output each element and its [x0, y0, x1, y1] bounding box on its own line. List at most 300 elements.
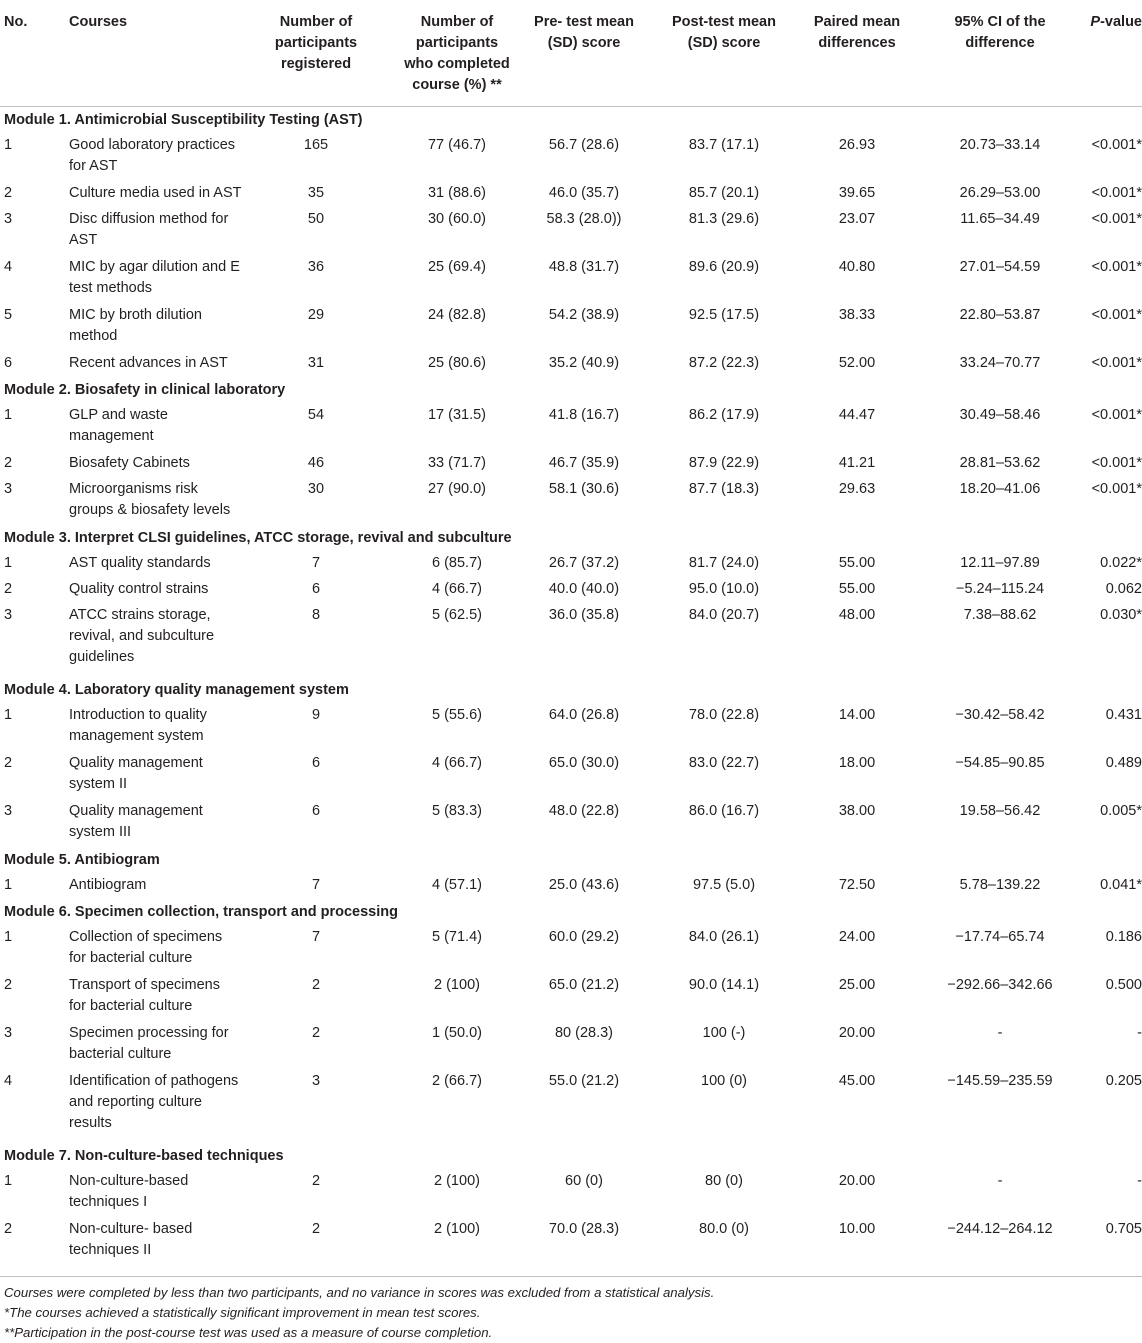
cell-completed: 33 (71.7): [427, 455, 487, 471]
cell-pre: 48.0 (22.8): [548, 803, 620, 819]
cell-course: [69, 479, 259, 521]
cell-no: 3: [4, 607, 13, 623]
cell-post: 89.6 (20.9): [688, 259, 760, 275]
table-row: [0, 551, 1142, 577]
cell-p: 0.041*: [1100, 877, 1142, 893]
cell-post: 80 (0): [705, 1173, 743, 1189]
cell-ci: 28.81–53.62: [959, 455, 1041, 471]
module-heading: Module 2. Biosafety in clinical laboratory: [4, 382, 286, 398]
cell-post: 87.2 (22.3): [688, 355, 760, 371]
cell-p: 0.489: [1105, 755, 1142, 771]
cell-diff: 45.00: [838, 1073, 876, 1089]
cell-course: [69, 453, 259, 474]
cell-completed: 5 (83.3): [432, 803, 482, 819]
cell-p: 0.005*: [1100, 803, 1142, 819]
cell-p: 0.705: [1105, 1221, 1142, 1237]
cell-ci: −30.42–58.42: [955, 707, 1045, 723]
course-line: techniques II: [69, 1242, 152, 1258]
cell-p: 0.062: [1105, 581, 1142, 597]
cell-completed: 2 (100): [434, 1221, 480, 1237]
cell-pre: 58.1 (30.6): [548, 481, 620, 497]
cell-pre: 65.0 (30.0): [548, 755, 620, 771]
module-heading: Module 1. Antimicrobial Susceptibility Testing (AST): [4, 112, 363, 128]
cell-completed: 2 (100): [434, 1173, 480, 1189]
cell-registered: 3: [311, 1073, 321, 1089]
cell-pre: 46.0 (35.7): [548, 185, 620, 201]
cell-completed: 4 (66.7): [432, 755, 482, 771]
header-line: Number of: [279, 14, 353, 30]
cell-registered: 2: [311, 1221, 321, 1237]
cell-p: <0.001*: [1091, 137, 1142, 153]
cell-completed: 2 (100): [434, 977, 480, 993]
module-heading: Module 4. Laboratory quality management system: [4, 682, 349, 698]
cell-p: <0.001*: [1091, 455, 1142, 471]
footnote: *The courses achieved a statistically significant improvement in mean test scores.: [4, 1305, 481, 1320]
cell-diff: 14.00: [838, 707, 876, 723]
table-row: [0, 603, 1142, 677]
cell-registered: 7: [311, 555, 321, 571]
cell-diff: 55.00: [838, 555, 876, 571]
course-line: method: [69, 328, 118, 344]
cell-post: 84.0 (20.7): [688, 607, 760, 623]
header-line: 95% CI of the: [954, 14, 1046, 30]
course-line: AST quality standards: [69, 555, 211, 571]
cell-registered: 2: [311, 1173, 321, 1189]
course-line: Transport of specimens: [69, 977, 220, 993]
header-post-test: [653, 12, 795, 54]
cell-course: [69, 579, 259, 600]
table-row: [0, 351, 1142, 377]
cell-post: 86.0 (16.7): [688, 803, 760, 819]
module-heading: Module 6. Specimen collection, transport and processing: [4, 904, 398, 920]
course-line: guidelines: [69, 649, 135, 665]
cell-p: <0.001*: [1091, 481, 1142, 497]
course-line: results: [69, 1115, 112, 1131]
cell-diff: 55.00: [838, 581, 876, 597]
course-line: and reporting culture: [69, 1094, 202, 1110]
cell-completed: 27 (90.0): [427, 481, 487, 497]
cell-no: 5: [4, 307, 13, 323]
cell-pre: 36.0 (35.8): [548, 607, 620, 623]
cell-post: 92.5 (17.5): [688, 307, 760, 323]
cell-no: 2: [4, 185, 13, 201]
cell-p: 0.431: [1105, 707, 1142, 723]
cell-pre: 64.0 (26.8): [548, 707, 620, 723]
table-row: [0, 873, 1142, 899]
table-row: [0, 799, 1142, 847]
cell-course: [69, 927, 259, 969]
course-line: Antibiogram: [69, 877, 147, 893]
cell-registered: 46: [307, 455, 325, 471]
cell-ci: 11.65–34.49: [960, 211, 1040, 227]
table-row: [0, 303, 1142, 351]
cell-no: 2: [4, 1221, 13, 1237]
cell-completed: 2 (66.7): [432, 1073, 482, 1089]
cell-completed: 77 (46.7): [427, 137, 487, 153]
cell-completed: 4 (66.7): [432, 581, 482, 597]
header-registered: [258, 12, 374, 75]
header-completed: [382, 12, 532, 96]
cell-registered: 7: [311, 877, 321, 893]
header-line: Pre- test mean: [534, 14, 634, 30]
cell-diff: 29.63: [838, 481, 876, 497]
header-line: participants: [274, 35, 358, 51]
course-line: bacterial culture: [69, 1046, 172, 1062]
cell-post: 80.0 (0): [699, 1221, 749, 1237]
course-line: Disc diffusion method for: [69, 211, 229, 227]
cell-pre: 26.7 (37.2): [548, 555, 620, 571]
cell-ci: 7.38–88.62: [963, 607, 1037, 623]
course-line: management: [69, 428, 154, 444]
cell-p: <0.001*: [1091, 407, 1142, 423]
cell-ci: −145.59–235.59: [947, 1073, 1053, 1089]
cell-pre: 40.0 (40.0): [548, 581, 620, 597]
cell-diff: 52.00: [838, 355, 876, 371]
course-line: GLP and waste: [69, 407, 168, 423]
cell-no: 1: [4, 1173, 13, 1189]
cell-pre: 54.2 (38.9): [548, 307, 620, 323]
cell-course: [69, 1219, 259, 1261]
cell-p: 0.030*: [1100, 607, 1142, 623]
cell-completed: 17 (31.5): [427, 407, 487, 423]
course-line: for bacterial culture: [69, 950, 193, 966]
cell-registered: 8: [311, 607, 321, 623]
table-row: [0, 403, 1142, 451]
cell-diff: 10.00: [838, 1221, 876, 1237]
cell-course: [69, 553, 259, 574]
module-heading: Module 3. Interpret CLSI guidelines, ATCC storage, revival and subculture: [4, 530, 512, 546]
cell-course: [69, 209, 259, 251]
cell-course: [69, 875, 259, 896]
course-line: Culture media used in AST: [69, 185, 242, 201]
cell-ci: -: [997, 1025, 1003, 1041]
cell-no: 1: [4, 707, 13, 723]
table-footnotes: [4, 1283, 714, 1343]
cell-no: 2: [4, 977, 13, 993]
cell-course: [69, 975, 259, 1017]
course-line: revival, and subculture: [69, 628, 215, 644]
cell-course: [69, 1023, 259, 1065]
cell-post: 83.7 (17.1): [688, 137, 760, 153]
cell-completed: 25 (69.4): [427, 259, 487, 275]
cell-registered: 35: [307, 185, 325, 201]
table-row: [0, 1169, 1142, 1217]
course-line: system II: [69, 776, 128, 792]
table-row: [0, 133, 1142, 181]
cell-post: 95.0 (10.0): [688, 581, 760, 597]
cell-pre: 65.0 (21.2): [548, 977, 620, 993]
cell-no: 2: [4, 755, 13, 771]
cell-registered: 7: [311, 929, 321, 945]
cell-p: -: [1137, 1025, 1142, 1041]
header-p-italic: P: [1090, 14, 1101, 30]
cell-registered: 6: [311, 581, 321, 597]
table-header: [0, 0, 1142, 107]
cell-p: <0.001*: [1091, 211, 1142, 227]
cell-post: 100 (0): [701, 1073, 747, 1089]
cell-post: 85.7 (20.1): [688, 185, 760, 201]
header-line: Number of: [420, 14, 494, 30]
table-body: [0, 107, 1142, 1265]
cell-completed: 24 (82.8): [427, 307, 487, 323]
cell-no: 1: [4, 929, 13, 945]
cell-p: 0.500: [1105, 977, 1142, 993]
cell-no: 4: [4, 1073, 13, 1089]
header-line: Post-test mean: [672, 14, 776, 30]
cell-diff: 44.47: [838, 407, 876, 423]
table-row: [0, 477, 1142, 525]
cell-registered: 2: [311, 977, 321, 993]
header-no: No.: [4, 14, 28, 30]
table-row: [0, 751, 1142, 799]
cell-pre: 58.3 (28.0)): [546, 211, 622, 227]
cell-completed: 25 (80.6): [427, 355, 487, 371]
cell-ci: 18.20–41.06: [959, 481, 1041, 497]
cell-ci: 30.49–58.46: [959, 407, 1041, 423]
course-line: MIC by agar dilution and E: [69, 259, 240, 275]
cell-completed: 6 (85.7): [432, 555, 482, 571]
header-line: differences: [818, 35, 896, 51]
cell-post: 81.7 (24.0): [688, 555, 760, 571]
cell-ci: 19.58–56.42: [959, 803, 1041, 819]
cell-pre: 55.0 (21.2): [548, 1073, 620, 1089]
cell-registered: 36: [307, 259, 325, 275]
header-line: who completed: [404, 56, 510, 72]
cell-no: 3: [4, 1025, 13, 1041]
cell-registered: 54: [307, 407, 325, 423]
course-line: Quality management: [69, 755, 203, 771]
course-line: for AST: [69, 158, 118, 174]
module-heading: Module 5. Antibiogram: [4, 852, 160, 868]
course-line: Biosafety Cabinets: [69, 455, 190, 471]
table-row: [0, 577, 1142, 603]
cell-course: [69, 801, 259, 843]
module-heading: Module 7. Non-culture-based techniques: [4, 1148, 284, 1164]
cell-ci: 12.11–97.89: [960, 555, 1040, 571]
course-line: Introduction to quality: [69, 707, 207, 723]
cell-course: [69, 353, 259, 374]
header-paired-diff: [797, 12, 917, 54]
cell-ci: 33.24–70.77: [959, 355, 1041, 371]
cell-no: 1: [4, 137, 13, 153]
cell-course: [69, 257, 259, 299]
cell-post: 87.7 (18.3): [688, 481, 760, 497]
table-row: [0, 703, 1142, 751]
cell-diff: 25.00: [838, 977, 876, 993]
cell-post: 87.9 (22.9): [688, 455, 760, 471]
course-line: Collection of specimens: [69, 929, 223, 945]
cell-pre: 41.8 (16.7): [548, 407, 620, 423]
cell-ci: 5.78–139.22: [959, 877, 1041, 893]
cell-ci: −17.74–65.74: [955, 929, 1045, 945]
cell-registered: 6: [311, 755, 321, 771]
cell-diff: 41.21: [838, 455, 876, 471]
table-row: [0, 973, 1142, 1021]
cell-no: 1: [4, 407, 13, 423]
cell-post: 97.5 (5.0): [692, 877, 756, 893]
cell-diff: 26.93: [838, 137, 876, 153]
header-line: (SD) score: [687, 35, 761, 51]
footnote: Courses were completed by less than two participants, and no variance in scores was excluded from a statistical analysis.: [4, 1285, 715, 1300]
cell-p: <0.001*: [1091, 185, 1142, 201]
cell-pre: 60.0 (29.2): [548, 929, 620, 945]
course-line: management system: [69, 728, 204, 744]
cell-pre: 25.0 (43.6): [548, 877, 620, 893]
table-row: [0, 1069, 1142, 1143]
cell-pre: 56.7 (28.6): [548, 137, 620, 153]
course-line: MIC by broth dilution: [69, 307, 202, 323]
header-line: registered: [280, 56, 352, 72]
header-line: (SD) score: [547, 35, 621, 51]
cell-diff: 20.00: [838, 1025, 876, 1041]
cell-no: 6: [4, 355, 13, 371]
cell-no: 3: [4, 211, 13, 227]
cell-course: [69, 753, 259, 795]
course-line: system III: [69, 824, 132, 840]
table-row: [0, 1021, 1142, 1069]
header-line: course (%) **: [412, 77, 502, 93]
cell-pre: 70.0 (28.3): [548, 1221, 620, 1237]
course-line: Non-culture-based: [69, 1173, 189, 1189]
cell-registered: 31: [307, 355, 325, 371]
cell-p: <0.001*: [1091, 355, 1142, 371]
table-row: [0, 1217, 1142, 1265]
course-line: for bacterial culture: [69, 998, 193, 1014]
cell-pre: 46.7 (35.9): [548, 455, 620, 471]
cell-registered: 165: [303, 137, 329, 153]
cell-diff: 20.00: [838, 1173, 876, 1189]
header-ci: [920, 12, 1080, 54]
table-bottom-rule: [0, 1276, 1142, 1277]
cell-diff: 72.50: [838, 877, 876, 893]
cell-ci: 27.01–54.59: [959, 259, 1041, 275]
course-line: Quality management: [69, 803, 203, 819]
cell-completed: 5 (62.5): [432, 607, 482, 623]
cell-completed: 5 (71.4): [432, 929, 482, 945]
footnote: **Participation in the post-course test was used as a measure of course completion.: [4, 1325, 493, 1340]
cell-registered: 9: [311, 707, 321, 723]
table-row: [0, 451, 1142, 477]
cell-diff: 18.00: [838, 755, 876, 771]
course-line: Microorganisms risk: [69, 481, 198, 497]
table-row: [0, 255, 1142, 303]
cell-post: 83.0 (22.7): [688, 755, 760, 771]
cell-course: [69, 405, 259, 447]
cell-ci: 26.29–53.00: [959, 185, 1041, 201]
cell-pre: 60 (0): [565, 1173, 603, 1189]
cell-course: [69, 305, 259, 347]
cell-registered: 30: [307, 481, 325, 497]
header-courses: Courses: [69, 14, 128, 30]
cell-registered: 50: [307, 211, 325, 227]
cell-completed: 4 (57.1): [432, 877, 482, 893]
course-line: AST: [69, 232, 98, 248]
cell-no: 4: [4, 259, 13, 275]
cell-course: [69, 1171, 259, 1213]
cell-pre: 48.8 (31.7): [548, 259, 620, 275]
cell-post: 100 (-): [702, 1025, 746, 1041]
table-row: [0, 207, 1142, 255]
header-line: Paired mean: [813, 14, 901, 30]
course-line: groups & biosafety levels: [69, 502, 231, 518]
table-row: [0, 181, 1142, 207]
header-p-rest: -value: [1100, 14, 1142, 30]
cell-ci: −54.85–90.85: [955, 755, 1045, 771]
cell-diff: 38.00: [838, 803, 876, 819]
header-line: participants: [415, 35, 499, 51]
cell-p: 0.205: [1105, 1073, 1142, 1089]
cell-course: [69, 705, 259, 747]
cell-post: 78.0 (22.8): [688, 707, 760, 723]
cell-completed: 31 (88.6): [427, 185, 487, 201]
cell-registered: 2: [311, 1025, 321, 1041]
cell-completed: 1 (50.0): [432, 1025, 482, 1041]
table-row: [0, 925, 1142, 973]
cell-p: 0.022*: [1100, 555, 1142, 571]
cell-no: 1: [4, 877, 13, 893]
course-line: Non-culture- based: [69, 1221, 193, 1237]
cell-post: 90.0 (14.1): [688, 977, 760, 993]
cell-ci: 20.73–33.14: [959, 137, 1041, 153]
cell-no: 2: [4, 455, 13, 471]
header-p-value: [1072, 12, 1142, 33]
header-line: difference: [965, 35, 1035, 51]
cell-ci: −5.24–115.24: [955, 581, 1045, 597]
cell-diff: 48.00: [838, 607, 876, 623]
course-line: Recent advances in AST: [69, 355, 228, 371]
cell-ci: −244.12–264.12: [947, 1221, 1053, 1237]
cell-completed: 5 (55.6): [432, 707, 482, 723]
cell-p: -: [1137, 1173, 1142, 1189]
cell-no: 3: [4, 481, 13, 497]
cell-no: 1: [4, 555, 13, 571]
cell-course: [69, 605, 259, 668]
cell-no: 2: [4, 581, 13, 597]
course-line: Good laboratory practices: [69, 137, 236, 153]
cell-course: [69, 1071, 259, 1134]
cell-diff: 24.00: [838, 929, 876, 945]
course-line: Quality control strains: [69, 581, 209, 597]
cell-course: [69, 135, 259, 177]
course-line: Identification of pathogens: [69, 1073, 239, 1089]
cell-no: 3: [4, 803, 13, 819]
cell-registered: 29: [307, 307, 325, 323]
cell-course: [69, 183, 259, 204]
header-pre-test: [513, 12, 655, 54]
cell-post: 84.0 (26.1): [688, 929, 760, 945]
course-line: test methods: [69, 280, 153, 296]
cell-p: <0.001*: [1091, 259, 1142, 275]
cell-diff: 38.33: [838, 307, 876, 323]
cell-registered: 6: [311, 803, 321, 819]
cell-ci: 22.80–53.87: [959, 307, 1041, 323]
cell-ci: −292.66–342.66: [947, 977, 1053, 993]
course-line: techniques I: [69, 1194, 148, 1210]
cell-completed: 30 (60.0): [427, 211, 487, 227]
cell-pre: 35.2 (40.9): [548, 355, 620, 371]
cell-post: 81.3 (29.6): [688, 211, 760, 227]
cell-pre: 80 (28.3): [554, 1025, 614, 1041]
cell-diff: 23.07: [838, 211, 876, 227]
course-line: Specimen processing for: [69, 1025, 229, 1041]
cell-p: 0.186: [1105, 929, 1142, 945]
cell-post: 86.2 (17.9): [688, 407, 760, 423]
cell-diff: 39.65: [838, 185, 876, 201]
cell-p: <0.001*: [1091, 307, 1142, 323]
cell-ci: -: [997, 1173, 1003, 1189]
cell-diff: 40.80: [838, 259, 876, 275]
course-line: ATCC strains storage,: [69, 607, 211, 623]
